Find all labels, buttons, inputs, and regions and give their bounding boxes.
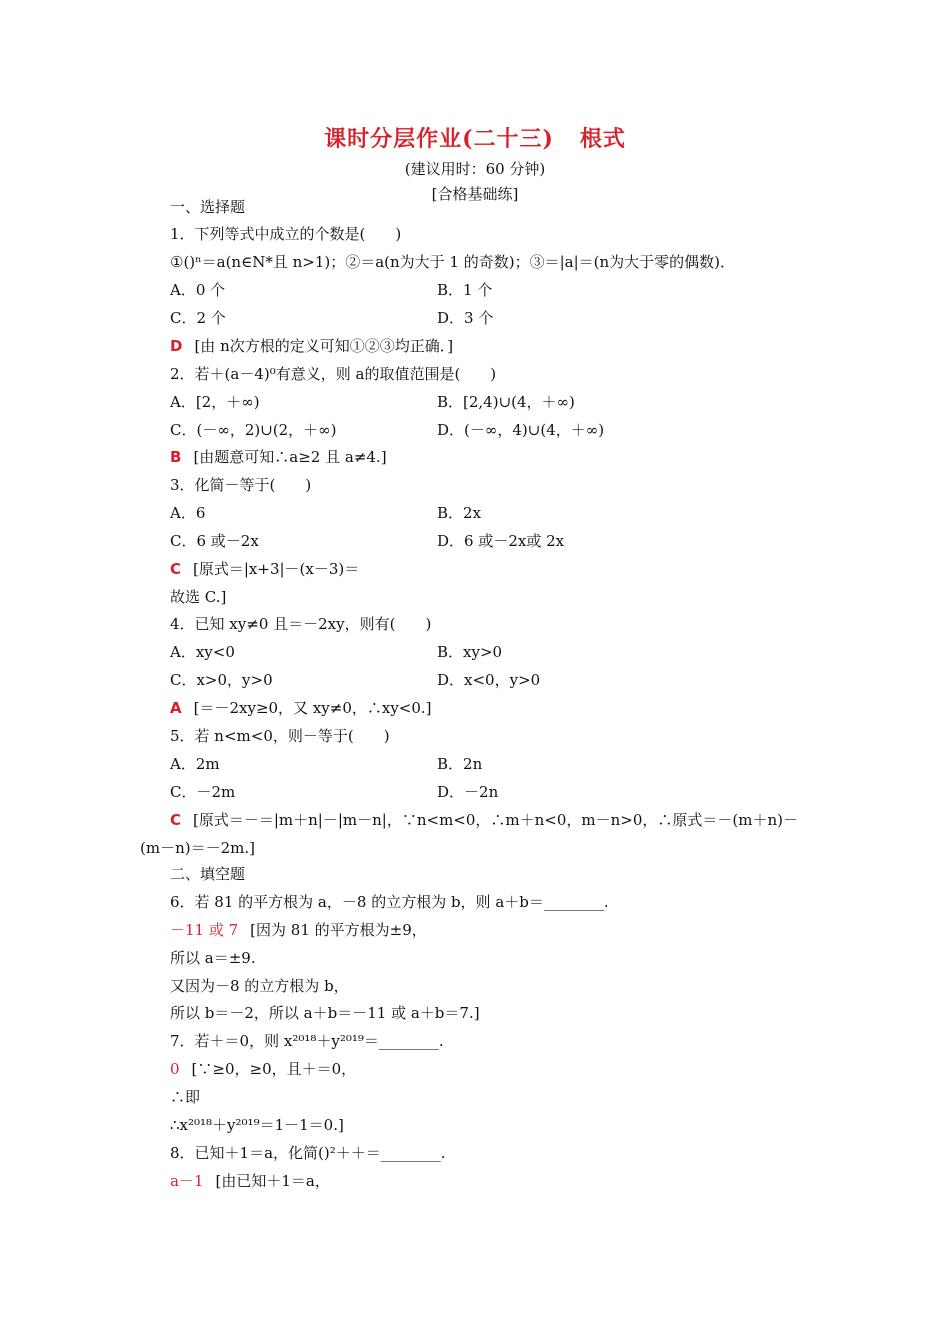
answer-letter: C [170, 560, 182, 578]
text-line [170, 447, 387, 467]
line-text: [由已知＋1＝a， [215, 1172, 330, 1190]
line-text: 一、选择题 [170, 198, 246, 216]
text-line [170, 1115, 344, 1135]
page-title [0, 122, 950, 153]
answer-value: 0 [170, 1060, 180, 1078]
option-right: B．2n [437, 755, 483, 773]
option-right: D．x<0，y>0 [437, 671, 541, 689]
text-line [170, 1087, 200, 1107]
text-line [170, 420, 605, 440]
option-left: C．－2m [170, 783, 236, 801]
line-text: 又因为－8 的立方根为 b， [170, 977, 349, 995]
option-right: D．3 个 [437, 309, 494, 327]
text-line [170, 920, 427, 940]
line-text: ∴x²⁰¹⁸＋y²⁰¹⁹＝1－1＝0.] [170, 1116, 344, 1134]
line-text: ∴即 [170, 1088, 201, 1106]
text-line [170, 864, 245, 884]
option-right: B．1 个 [437, 281, 493, 299]
section-label: [合格基础练] [431, 185, 519, 203]
option-right: D．－2n [437, 783, 499, 801]
option-left: A．xy<0 [170, 643, 235, 661]
text-line [170, 726, 390, 746]
text-line [170, 948, 256, 968]
text-line [170, 475, 311, 495]
line-text: (m－n)＝－2m.] [140, 839, 255, 857]
line-text: 7．若＋＝0，则 x²⁰¹⁸＋y²⁰¹⁹＝________. [170, 1032, 444, 1050]
line-text: 所以 b＝－2，所以 a＋b＝－11 或 a＋b＝7.] [170, 1004, 480, 1022]
line-text: ①()ⁿ＝a(n∈N*且 n>1)；②＝a(n为大于 1 的奇数)；③＝|a|＝(n为大于零的偶数)． [170, 253, 736, 271]
text-line [170, 280, 493, 300]
text-line [170, 587, 226, 607]
line-text: [由 n次方根的定义可知①②③均正确．] [194, 337, 454, 355]
text-line [170, 976, 349, 996]
text-line [170, 1171, 330, 1191]
text-line [170, 670, 541, 690]
line-text: 故选 C.] [170, 588, 227, 606]
text-line [170, 642, 503, 662]
text-line [170, 252, 735, 272]
answer-letter: A [170, 699, 182, 717]
option-right: B．[2,4)∪(4，＋∞) [437, 393, 575, 411]
option-left: A．0 个 [170, 281, 226, 299]
text-line [170, 224, 401, 244]
line-text: [原式＝－＝|m＋n|－|m－n|，∵n<m<0，∴m＋n<0，m－n>0，∴原式＝－(m＋n)－ [193, 811, 798, 829]
line-text: 1．下列等式中成立的个数是( ) [170, 225, 402, 243]
text-line [170, 531, 565, 551]
line-text: 二、填空题 [170, 865, 246, 883]
text-line [170, 810, 798, 830]
title-topic: 根式 [579, 126, 626, 152]
line-text: 4．已知 xy≠0 且＝－2xy，则有( ) [170, 615, 432, 633]
option-left: A．2m [170, 755, 220, 773]
line-text: [因为 81 的平方根为±9， [250, 921, 427, 939]
text-line [170, 754, 483, 774]
option-left: C．6 或－2x [170, 532, 259, 550]
text-line [170, 1059, 356, 1079]
answer-letter: B [170, 448, 182, 466]
text-line [170, 364, 496, 384]
option-left: A．6 [170, 504, 206, 522]
line-text: 5．若 n<m<0，则－等于( ) [170, 727, 390, 745]
answer-letter: C [170, 811, 182, 829]
time-note: (建议用时：60 分钟) [404, 160, 546, 178]
option-right: D．6 或－2x或 2x [437, 532, 565, 550]
text-line [170, 1031, 444, 1051]
answer-value: a－1 [170, 1172, 204, 1190]
text-line [170, 308, 494, 328]
text-line [170, 614, 431, 634]
option-right: D．(－∞，4)∪(4，＋∞) [437, 421, 605, 439]
text-line [170, 197, 245, 217]
line-text: 8．已知＋1＝a，化简()²＋＋＝________. [170, 1144, 446, 1162]
text-line [170, 1143, 446, 1163]
text-line [170, 892, 609, 912]
option-left: C．(－∞，2)∪(2，＋∞) [170, 421, 337, 439]
option-right: B．2x [437, 504, 482, 522]
line-text: [∵≥0，≥0，且＋＝0， [191, 1060, 357, 1078]
option-right: B．xy>0 [437, 643, 503, 661]
text-line [140, 838, 255, 858]
answer-letter: D [170, 337, 183, 355]
text-line [170, 392, 575, 412]
answer-value: －11 或 7 [170, 921, 239, 939]
text-line [170, 503, 482, 523]
line-text: 3．化简－等于( ) [170, 476, 312, 494]
title-main: 课时分层作业(二十三) [324, 126, 554, 152]
line-text: 所以 a＝±9. [170, 949, 256, 967]
text-line [170, 559, 359, 579]
text-line [170, 782, 499, 802]
line-text: [由题意可知∴a≥2 且 a≠4.] [193, 448, 387, 466]
text-line [170, 1003, 480, 1023]
line-text: 2．若＋(a－4)⁰有意义，则 a的取值范围是( ) [170, 365, 497, 383]
line-text: [原式＝|x+3|－(x－3)＝ [193, 560, 360, 578]
text-line [170, 336, 453, 356]
line-text: 6．若 81 的平方根为 a，－8 的立方根为 b，则 a＋b＝________. [170, 893, 609, 911]
option-left: C．2 个 [170, 309, 226, 327]
option-left: A．[2，＋∞) [170, 393, 260, 411]
text-line [170, 698, 432, 718]
line-text: [＝－2xy≥0，又 xy≠0，∴xy<0.] [193, 699, 432, 717]
option-left: C．x>0，y>0 [170, 671, 273, 689]
